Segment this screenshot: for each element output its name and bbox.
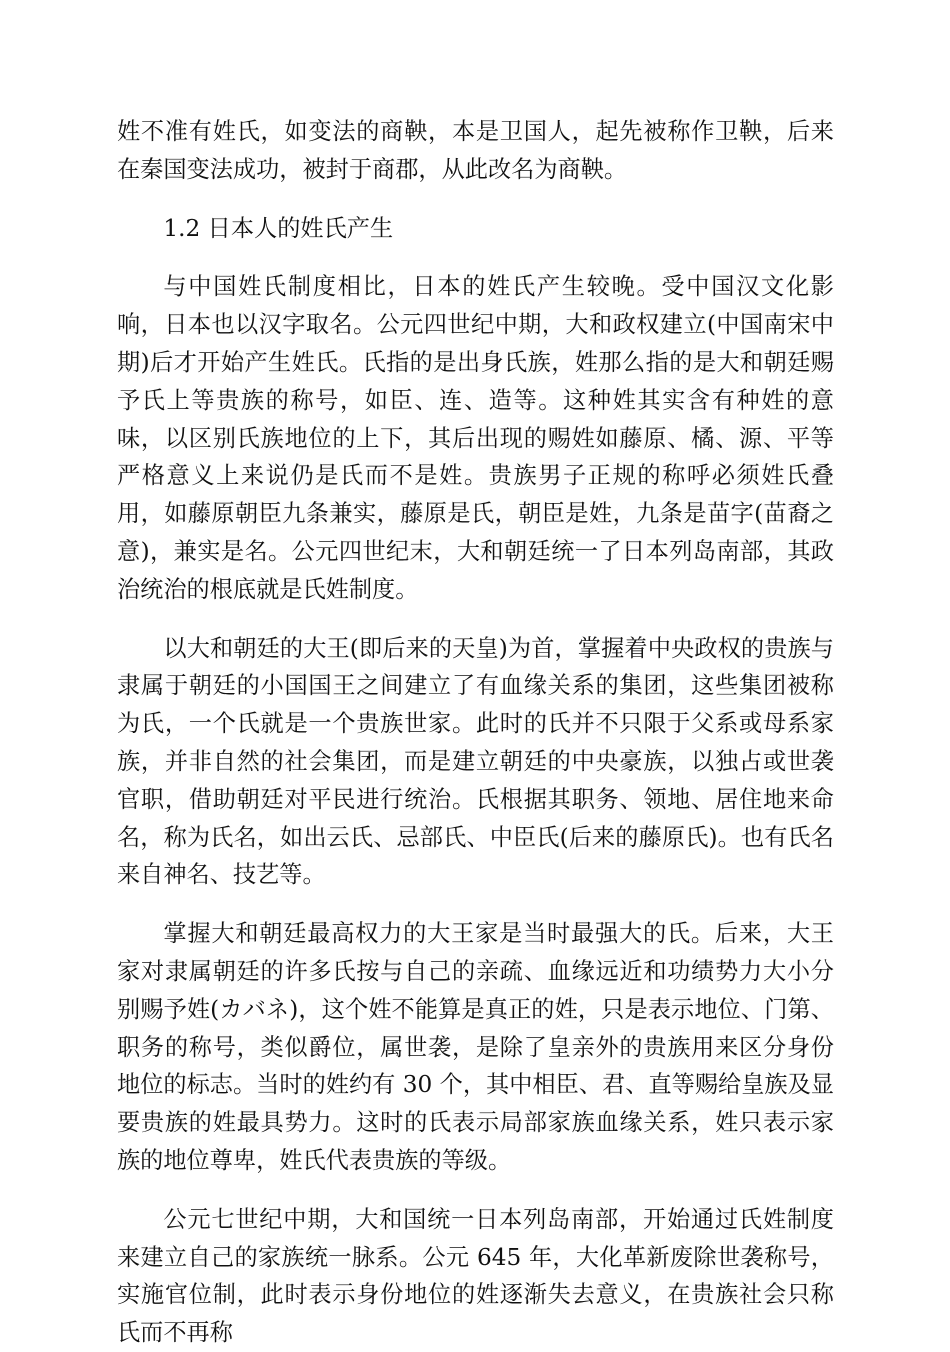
- paragraph-taika-reform: 公元七世纪中期，大和国统一日本列岛南部，开始通过氏姓制度来建立自己的家族统一脉系。公元 645 年，大化革新废除世袭称号，实施官位制，此时表示身份地位的姓逐渐失去意义，在贵族社会只称氏而不再称: [117, 1205, 834, 1347]
- section-heading: 1.2 日本人的姓氏产生: [163, 214, 394, 242]
- paragraph-continued: 姓不准有姓氏，如变法的商鞅，本是卫国人，起先被称作卫鞅，后来在秦国变法成功，被封于商郡，从此改名为商鞅。: [117, 118, 834, 183]
- document-page: [117, 113, 834, 1352]
- paragraph-japanese-surname-origin: 与中国姓氏制度相比，日本的姓氏产生较晚。受中国汉文化影响，日本也以汉字取名。公元四世纪中期，大和政权建立(中国南宋中期)后才开始产生姓氏。氏指的是出身氏族，姓那么指的是大和朝廷赐予氏上等贵族的称号，如臣、连、造等。这种姓其实含有种姓的意味，以区别氏族地位的上下，其后出现的赐姓如藤原、橘、源、平等严格意义上来说仍是氏而不是姓。贵族男子正规的称呼必须姓氏叠用，如藤原朝臣九条兼实，藤原是氏，朝臣是姓，九条是苗字(苗裔之意)，兼实是名。公元四世纪末，大和朝廷统一了日本列岛南部，其政治统治的根底就是氏姓制度。: [117, 273, 834, 603]
- paragraph-kabane-titles: 掌握大和朝廷最高权力的大王家是当时最强大的氏。后来，大王家对隶属朝廷的许多氏按与自己的亲疏、血缘远近和功绩势力大小分别赐予姓(カバネ)，这个姓不能算是真正的姓，只是表示地位、门第、职务的称号，类似爵位，属世袭，是除了皇亲外的贵族用来区分身份地位的标志。当时的姓约有 30 个，其中相臣、君、直等赐给皇族及显要贵族的姓最具势力。这时的氏表示局部家族血缘关系，姓只表示家族的地位尊卑，姓氏代表贵族的等级。: [117, 920, 834, 1174]
- paragraph-clan-groups: 以大和朝廷的大王(即后来的天皇)为首，掌握着中央政权的贵族与隶属于朝廷的小国国王之间建立了有血缘关系的集团，这些集团被称为氏，一个氏就是一个贵族世家。此时的氏并不只限于父系或母系家族，并非自然的社会集团，而是建立朝廷的中央豪族，以独占或世袭官职，借助朝廷对平民进行统治。氏根据其职务、领地、居住地来命名，称为氏名，如出云氏、忌部氏、中臣氏(后来的藤原氏)。也有氏名来自神名、技艺等。: [117, 634, 834, 889]
